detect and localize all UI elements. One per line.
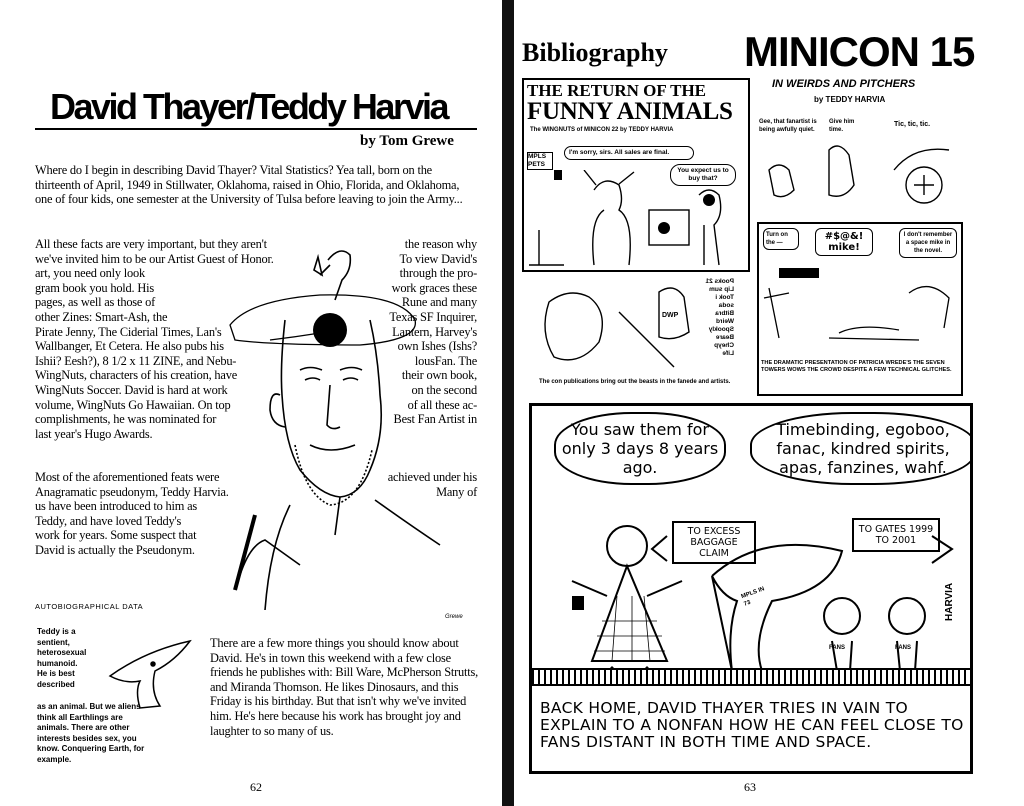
text-line: the reason why [404,237,477,251]
text-line: pages, as well as those of [35,295,156,310]
autobio-line: described [37,679,75,689]
airport-panel [529,403,973,774]
page-63 [514,0,1024,806]
moose-and-cat-drawing [524,170,748,270]
autobio-line: He is best [37,669,75,678]
text-line: Teddy, and have loved Teddy's [35,513,182,528]
text-line: Anagramatic pseudonym, Teddy Harvia. [35,484,229,499]
text-line: lousFan. The [414,353,477,368]
closing-paragraph: There are a few more things you should know about David. He's in town this weekend with a few close friends he publishes with: Bill Ware, McPherson Strutts, and Miranda Thomson. He likes Dinosaurs, and this Friday is his birthday. But that isn't why we've invited him. He's here because his work has brought joy and laughter to so many of us. [210,636,479,738]
mirrored-line: Life [722,350,734,357]
autobio-line: humanoid. [37,658,78,668]
text-line: achieved under his [387,470,477,484]
text-line: work graces these [391,280,477,295]
panel1-title-b: FUNNY ANIMALS [527,98,733,125]
mirrored-line: Spookly [708,326,734,333]
mirrored-line: Weird [716,318,734,325]
text-line: art, you need only look [35,266,145,281]
text-line: on the second [411,382,477,397]
page-number-left: 62 [250,780,262,794]
panel1-balloon-1: I'm sorry, sirs. All sales are final. [564,146,694,160]
bibliography-heading: Bibliography [522,38,668,67]
text-line: To view David's [399,251,477,266]
text-line: Many of [436,484,477,499]
text-line: we've invited him to be our Artist Guest of Honor. [35,251,274,266]
text-line: gram book you hold. His [35,280,154,295]
text-line: of all these ac- [407,397,477,412]
big-balloon-1: You saw them for only 3 days 8 years ago. [554,412,726,485]
panel1-credit: The WINGNUTS of MINICON 22 by TEDDY HARVIA [530,127,674,133]
page-number-right: 63 [744,780,756,794]
byline: by Tom Grewe [360,133,454,149]
panel1-title-a: THE RETURN OF THE [527,81,707,100]
strip-text-1: Gee, that fanartist is being awfully quiet. [759,119,817,133]
sign-gates: TO GATES 1999 TO 2001 [852,518,940,552]
mirrored-line: soda [718,302,734,309]
text-line: Lantern, Harvey's [392,324,477,339]
autobio-line: sentient, [37,637,70,647]
mirrored-line: Pooks 21 [705,278,734,285]
kid-label-2: FANS [895,645,912,651]
panel3-balloon-1: Turn on the — [763,228,799,250]
text-line: last year's Hugo Awards. [35,426,153,441]
autobio-line: interests besides sex, you [37,733,137,743]
autobio-line: think all Earthlings are [37,712,123,722]
mirrored-line: Cheyp [714,342,734,349]
text-line: All these facts are very important, but they aren't [35,237,267,251]
con-publications-drawing [529,282,709,372]
sign-baggage: TO EXCESS BAGGAGE CLAIM [672,521,756,564]
autobio-lines-full [37,702,207,765]
autobio-line: know. Conquering Earth, for [37,744,145,753]
text-line: us have been introduced to him as [35,499,198,514]
text-line: volume, WingNuts Go Hawaiian. On top [35,397,231,412]
big-balloon-2: Timebinding, egoboo, fanac, kindred spirits, apas, fanzines, wahf. [750,412,973,485]
panel3-caption: THE DRAMATIC PRESENTATION OF PATRICIA WREDE'S THE SEVEN TOWERS WOWS THE CROWD DESPITE A FEW TECHNICAL GLITCHES. [761,360,952,373]
mirrored-line: Took i [715,294,734,301]
artist-signature: Grewe [445,614,463,620]
title-rule [35,128,477,130]
autobio-line: animals. There are other [37,723,130,732]
page-62 [0,0,502,806]
panel3-balloon-2: #$@&! mike! [815,228,873,256]
alien-doodle [105,636,195,711]
shirt-text: MPLS IN 73 [740,586,766,608]
text-line: Rune and many [401,295,477,310]
con-caption: The con publications bring out the beasts in the fanede and artists. [539,379,731,385]
text-line: WingNuts Soccer. David is hard at work [35,382,228,397]
text-line: Best Fan Artist in [393,412,477,427]
text-line: complishments, he was nominated for [35,412,217,427]
text-line: WingNuts, characters of his creation, have [35,368,238,383]
autobio-line: heterosexual [37,648,87,657]
text-line: through the pro- [399,266,477,281]
funny-animals-panel [522,78,750,272]
kid-label-1: FANS [829,645,846,651]
minicon-heading: MINICON 15 [744,28,975,75]
article-title: David Thayer/Teddy Harvia [50,86,448,127]
text-line: Wallbanger, Et Cetera. He also pubs his [35,339,224,354]
text-line: their own book, [401,368,477,383]
strip-subtitle-byline: by TEDDY HARVIA [814,95,886,104]
mirrored-line: Bitbra [715,310,734,317]
panel3-balloon-3: I don't remember a space mike in the novel. [899,228,957,258]
strip-text-3: Tic, tic, tic. [894,121,931,128]
text-line: work for years. Some suspect that [35,528,197,543]
mirrored-line: Lip sum [709,286,734,293]
baggage-carousel [532,668,970,686]
strip-characters [754,140,969,210]
artist-signature-harvia: HARVIA [944,582,955,621]
panel1-balloon-2: You expect us to buy that? [670,164,736,186]
autobio-heading: AUTOBIOGRAPHICAL DATA [35,602,144,611]
text-line: other Zines: Smart-Ash, the [35,309,168,324]
text-line: David is actually the Pseudonym. [35,542,195,557]
text-line: Most of the aforementioned feats were [35,470,220,484]
seven-towers-panel [757,222,963,396]
text-line: own Ishes (Ishs? [397,339,477,354]
portrait-illustration [210,245,480,610]
dwp-label: DWP [662,312,679,319]
text-line: Ishii? Eesh?), 8 1/2 x 11 ZINE, and Nebu- [35,353,237,368]
autobio-line: as an animal. But we aliens [37,702,141,711]
strip-text-2: Give him time. [829,119,855,133]
intro-paragraph: Where do I begin in describing David Thayer? Vital Statistics? Yea tall, born on the thirteenth of April, 1949 in Stillwater, Oklahoma, raised in Ohio, Florida, and Oklahoma, one of four kids, one semester at the University of Tulsa before leaving to join the Army... [35,163,463,207]
strip-subtitle: IN WEIRDS AND PITCHERS [772,78,916,90]
mirrored-line: Beare [715,334,734,341]
text-line: Texas SF Inquirer, [389,309,477,324]
stage-figures [759,268,961,358]
big-caption: BACK HOME, DAVID THAYER TRIES IN VAIN TO EXPLAIN TO A NONFAN HOW HE CAN FEEL CLOSE TO FANS DISTANT IN BOTH TIME AND SPACE. [540,699,964,751]
autobio-line: example. [37,754,72,764]
autobio-line: Teddy is a [37,627,76,636]
panel1-sign: MPLS PETS [527,152,553,170]
text-line: Pirate Jenny, The Ciderial Times, Lan's [35,324,222,339]
